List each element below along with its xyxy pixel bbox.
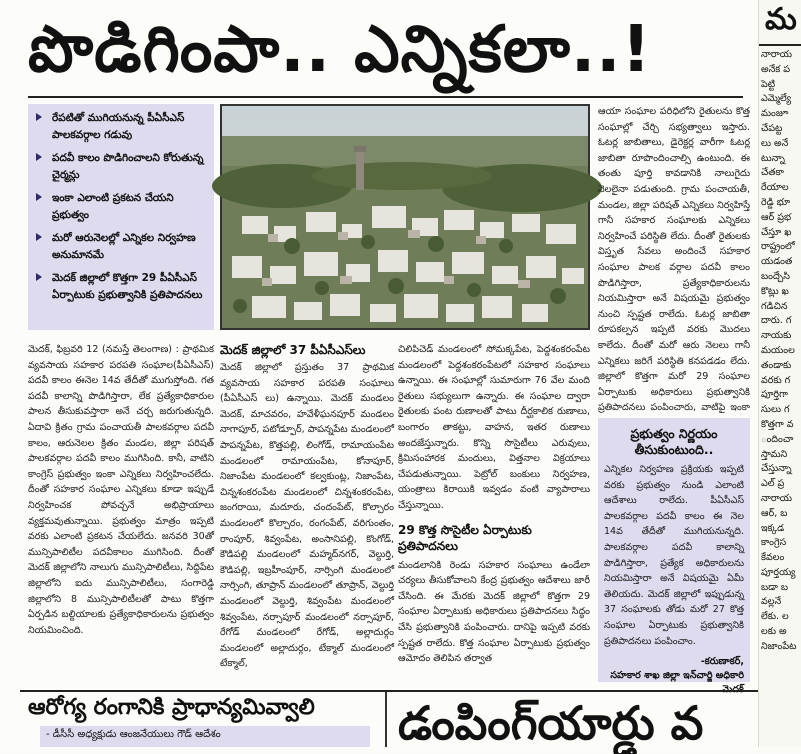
adjacent-text-line: ఎల్ ప్ర — [761, 478, 785, 490]
triangle-bullet-icon — [36, 113, 42, 121]
adjacent-text-line: మయంల — [761, 344, 795, 356]
article-column-2 — [220, 342, 394, 678]
adjacent-text-line: టున్నా — [761, 152, 785, 164]
bottom-left-headline: ఆరోగ్య రంగానికి ప్రాధాన్యమివ్వాలి — [28, 695, 315, 720]
article-column-3 — [398, 342, 590, 678]
triangle-bullet-icon — [36, 273, 42, 281]
adjacent-text-line: పూర్తయ్య — [761, 566, 796, 578]
adjacent-text-line: ఇక్కడ — [761, 522, 785, 534]
adjacent-text-line: లేకు. ల — [761, 611, 789, 623]
article-column-4 — [598, 104, 750, 414]
quote-byline-name: -కరుణాకర్, — [700, 656, 744, 668]
adjacent-text-line: చేతకా — [761, 167, 784, 179]
adjacent-text-line: బంద్చేసి — [761, 270, 790, 282]
adjacent-headline-fragment: మ — [765, 2, 797, 37]
adjacent-text-line: పూర్తిగా — [761, 389, 788, 401]
main-headline: పొడిగింపా.. ఎన్నికలా..! — [28, 13, 652, 87]
adjacent-text-line: రెడ్డి భూ — [761, 196, 791, 208]
triangle-bullet-icon — [36, 153, 42, 161]
highlight-item: మరో ఆరునెలల్లో ఎన్నికల నిర్వహణ అనుమానమే — [34, 230, 210, 264]
headline-divider — [28, 96, 743, 98]
quote-byline-role: సహకార శాఖ జిల్లా ఇన్‌చార్జి అధికారి — [610, 670, 744, 682]
adjacent-text-line: నారాయ — [761, 49, 792, 60]
adjacent-text-line: ందించా — [761, 433, 794, 445]
highlight-item: ఇంకా ఎలాంటి ప్రకటన చేయని ప్రభుత్వం — [34, 190, 210, 224]
highlights-box — [28, 104, 214, 330]
adjacent-text-line: ఎమ్మెల్యే — [761, 93, 792, 105]
adjacent-text-lines — [759, 48, 801, 655]
adjacent-text-line: బడా బ — [761, 581, 788, 593]
adjacent-text-line: మంజూ — [761, 108, 789, 120]
adjacent-text-line: స్తామని — [761, 448, 788, 460]
adjacent-text-line: ఆర్ ప్రభ — [761, 211, 792, 223]
adjacent-text-line: కేవలం — [761, 552, 785, 564]
triangle-bullet-icon — [36, 233, 42, 241]
highlight-item: రేపటితో ముగియనున్న పీఏసీఎస్ పాలకవర్గాల గడువు — [34, 110, 210, 144]
article-paragraph: చిలిపిచెడ్ మండలంలో సోమక్కపేట, పెద్దశంకరంపేట మండలంలో పెద్దశంకరంపేటలో సహకార సంఘాలు ఉన్నాయి. ఈ సంఘాల్లో సుమారుగా 76 వేల మంది రైతులు సభ్యులుగా ఉన్నారు. ఈ సంఘాల ద్వారా రైతులకు పంట రుణాలతో పాటు దీర్ఘకాలిక రుణాలు, బంగారం తాకట్టు, వాహన, ఇతర రుణాలు అందజేస్తున్నారు. కొన్ని సొసైటీలు ఎరువులు, క్రిమిసంహారక మందులు, విత్తనాల విక్రయాలు చేపడుతున్నాయి. పెట్రోల్ బంకులు నిర్వహణ, యంత్రాలు కిరాయికి ఇవ్వడం వంటి వ్యాపారాలు చేస్తున్నాయి. — [398, 344, 590, 511]
adjacent-text-line: నిజాంపేట — [761, 640, 797, 652]
adjacent-text-line: కాంగ్రెస — [761, 537, 787, 549]
adjacent-text-line: తండాకు — [761, 359, 792, 371]
adjacent-text-line: రేయాల — [761, 182, 789, 194]
adjacent-text-line: అనేక ప — [761, 63, 791, 75]
highlight-item: మెదక్ జిల్లాలో కొత్తగా 29 పీఏసీఎస్ ఏర్పాటుకు ప్రభుత్వానికి ప్రతిపాదనలు — [34, 270, 210, 304]
adjacent-text-line: చేస్తున్నా — [761, 463, 792, 475]
adjacent-text-line: సులు గ — [761, 404, 790, 416]
adjacent-text-line: లకు అ — [761, 626, 787, 638]
adjacent-text-line: చేస్తూ ఖ — [761, 226, 792, 238]
article-column-1 — [28, 342, 214, 678]
adjacent-text-line: ఆర్, బ — [761, 507, 788, 519]
article-paragraph: మండలానికి రెండు సహకార సంఘాలు ఉండేలా చర్యలు తీసుకోవాలని కేంద్ర ప్రభుత్వం ఆదేశాలు జారీ చేసింది. ఈ మేరకు మెదక్ జిల్లాలో కొత్తగా 29 సంఘాల ఏర్పాటుకు అధికారులు ప్రతిపాదనలు సిద్ధం చేసి ప్రభుత్వానికి పంపించారు. దానిపై ఇప్పటి వరకు స్పష్టత రాలేదు. కొత్త సంఘాల ఏర్పాటుకు ప్రభుత్వం ఆమోదం తెలిపిన తర్వాత — [398, 559, 590, 665]
official-quote-box — [598, 418, 750, 682]
adjacent-text-line: చేపట్ట — [761, 122, 783, 134]
quote-box-heading: ప్రభుత్వం నిర్ణయం తీసుకుంటుంది.. — [630, 426, 718, 457]
subheading-29-new-societies: 29 కొత్త సొసైటీల ఏర్పాటుకు ప్రతిపాదనలు — [398, 522, 532, 553]
article-paragraph: మెదక్, ఫిబ్రవరి 12 (నమస్తే తెలంగాణ) : ప్రాథమిక వ్యవసాయ సహకార పరపతి సంఘాల(పీఏసీఎస్) పదవీ కాలం ఈనెల 14వ తేదీతో ముగుస్తోంది. గత పదవీ కాలాన్ని పొడిగిస్తారా, లేక ప్రత్యేకాధికారుల పాలన తీసుకువస్తారా అనే చర్చ జరుగుతున్నది. ఏదావి క్రితం గ్రామ పంచాయతీ పాలకవర్గాల పదవీ కాలం, ఆరునెలల క్రితం మండల, జిల్లా పరిషత్ పాలకవర్గాల పదవీ కాలం ముగిసింది. కానీ, వాటిని కాంగ్రెస్ ప్రభుత్వం ఇంకా ఎన్నికలు నిర్వహించలేదు. దీంతో సహకార సంఘాల ఎన్నికలు కూడా ఇప్పుడే నిర్వహించక పోవచ్చనే అభిప్రాయాలు వ్యక్తమవుతున్నాయి. ప్రభుత్వం మాత్రం ఇప్పటి వరకు ఎలాంటి ప్రకటన చేయలేదు. జనవరి 30తో మున్సిపాలిటీల పదవీకాలం ముగిసింది. దీంతో మెదక్ జిల్లాలోని నాలుగు మున్సిపాలిటీలు, సిద్దిపేట జిల్లాలోని ఐదు మున్సిపాలిటీలు, సంగారెడ్డి జిల్లాలోని 8 మున్సిపాలిటీలతో పాటు కొత్తగా ఏర్పడిన బల్దియాలకు ప్రత్యేకాధికారులను ప్రభుత్వం నియమించింది. — [28, 344, 214, 636]
article-paragraph: ఆయా సంఘాల పరిధిలోని రైతులను కొత్త సంఘాల్లో చేర్చి సభ్యత్వాలు ఇస్తారు. ఓటర్ల జాబితాలు, డైరెక్టర్ల వారీగా ఓటర్ల జాబితా రూపొందించాల్సి ఉంటుంది. ఈ తంతు పూర్తి కావడానికి నాలుగైదు నెలలైనా పడుతుంది. గ్రామ పంచాయతీ, మండల, జిల్లా పరిషత్ ఎన్నికలు నిర్వహిస్తే గానీ సహకార సంఘాలకు ఎన్నికలు నిర్వహించే పరిస్థితి లేదు. దీంతో రైతులకు విస్తృత సేవలు అందించే సహకార సంఘాల పాలక వర్గాల పదవీ కాలం పొడిగిస్తారా, ప్రత్యేకాధికారులను నియమిస్తారా అనే విషయమై ప్రభుత్వం నుంచి స్పష్టత రాలేదు. ఓటర్ల జాబితా రూపకల్పన ఇప్పటి వరకు మొదలు కాలేదు. దీంతో మరో ఆరు నెలలు గానీ ఎన్నికలు జరిగే పరిస్థితి కనపడడం లేదు. జిల్లాలో కొత్తగా మరో 29 సంఘాల ఏర్పాటుకు అధికారులు ప్రభుత్వానికి ప్రతిపాదనలు పంపించారు, వాటిపై ఇంకా — [598, 106, 750, 414]
town-aerial-photo — [220, 104, 590, 330]
quote-box-text: ఎన్నికల నిర్వహణ ప్రక్రియకు ఇప్పటి వరకు ప్రభుత్వం నుండి ఎలాంటి ఆదేశాలు రాలేదు. పీఏసీఎస్ పాలకవర్గాల పదవీ కాలం ఈ నెల 14వ తేదీతో ముగియనున్నది. పాలకవర్గాల పదవీ కాలాన్ని పొడిగిస్తారా, ప్రత్యేక అధికారులను నియమిస్తారా అనే విషయమై ఏమీ తెలియదు. మెదక్ జిల్లాలో ఇప్పుడున్న 37 సంఘాలకు తోడు మరో 27 కొత్త సంఘాల ఏర్పాటుకు ప్రభుత్వానికి ప్రతిపాదనలు పంపించాం. — [604, 464, 744, 647]
adjacent-text-line: యడంత — [761, 256, 793, 268]
adjacent-text-line: నాయకు — [761, 330, 792, 342]
bottom-right-headline: డంపింగ్‌యార్డు వ — [398, 696, 704, 750]
subheading-37-pacs: మెదక్ జిల్లాలో 37 పీఏసీఎస్‌లు — [220, 343, 366, 357]
bottom-column-divider — [385, 692, 387, 747]
adjacent-text-line: లు అనే — [761, 137, 789, 149]
adjacent-text-line: వల్లనే — [761, 596, 782, 608]
adjacent-article-strip — [758, 0, 801, 747]
adjacent-text-line: దారు. గ — [761, 315, 792, 327]
triangle-bullet-icon — [36, 193, 42, 201]
highlight-item: పదవీ కాలం పొడిగించాలని కోరుతున్న చైర్మన్లు — [34, 150, 210, 184]
adjacent-text-line: గడిచిన — [761, 300, 788, 312]
adjacent-text-line: రాష్ట్రంలో — [761, 241, 795, 253]
adjacent-text-line: పెట్టి — [761, 78, 776, 90]
article-paragraph: మెదక్ జిల్లాలో ప్రస్తుతం 37 ప్రాథమిక వ్యవసాయ సహకార పరపతి సంఘాలు (పీఏసీఎస్ లు) ఉన్నాయి. మెదక్ మండలం మెదక్, మాచవరం, హవేళీఘనపూర్ మండలం నాగాపూర్, పటోడ్పూర్, పాపన్నపేట మండలంలో పాపన్నపేట, కొత్తపల్లి, లింగోడ్, రామాయంపేట మండలంలో రామాయంపేట, కోనాపూర్, నిజాంపేట మండలంలో కల్వకుంట్ల, నిజాంపేట, చిన్నశంకరంపేట మండలంలో చిన్నశంకరంపేట, జంగరాయి, మదూరు, చందంపేట్, కొల్చారం మండలంలో కొల్చారం, రంగంపేట్, వరిగుంతం, రాంపూర్, శివ్వంపేట, అంసానిపల్లి, కొంగోడ్, కౌడిపల్లి మండలంలో మహ్మద్‌నగర్, వెల్దుర్తి, కౌడిపల్లి, ఇబ్రహీంపూర్, నార్సింగి మండలంలో నార్సింగి, తూప్రాన్ మండలంలో తూప్రాన్, వెల్దుర్తి మండలంలో వెల్దుర్తి, శివ్వంపేట మండలంలో శివ్వంపేట, నర్సాపూర్ మండలంలో నర్సాపూర్, రేగోడ్ మండలంలో రేగోడ్, అల్లాదుర్గం మండలంలో అల్లాదుర్గం, టేక్మాల్ మండలంలో టేక్మాల్, — [220, 362, 394, 670]
bottom-left-subheadline: - డీసీసీ అధ్యక్షుడు ఆంజనేయులు గౌడ్ ఆదేశం — [40, 726, 370, 747]
adjacent-divider — [759, 44, 801, 46]
adjacent-text-line: నారాయ — [761, 492, 792, 504]
adjacent-text-line: కొట్లు ఖ — [761, 285, 789, 297]
adjacent-text-line: కొత్తగా వ — [761, 418, 794, 430]
adjacent-text-line: వరకు గ — [761, 374, 791, 386]
